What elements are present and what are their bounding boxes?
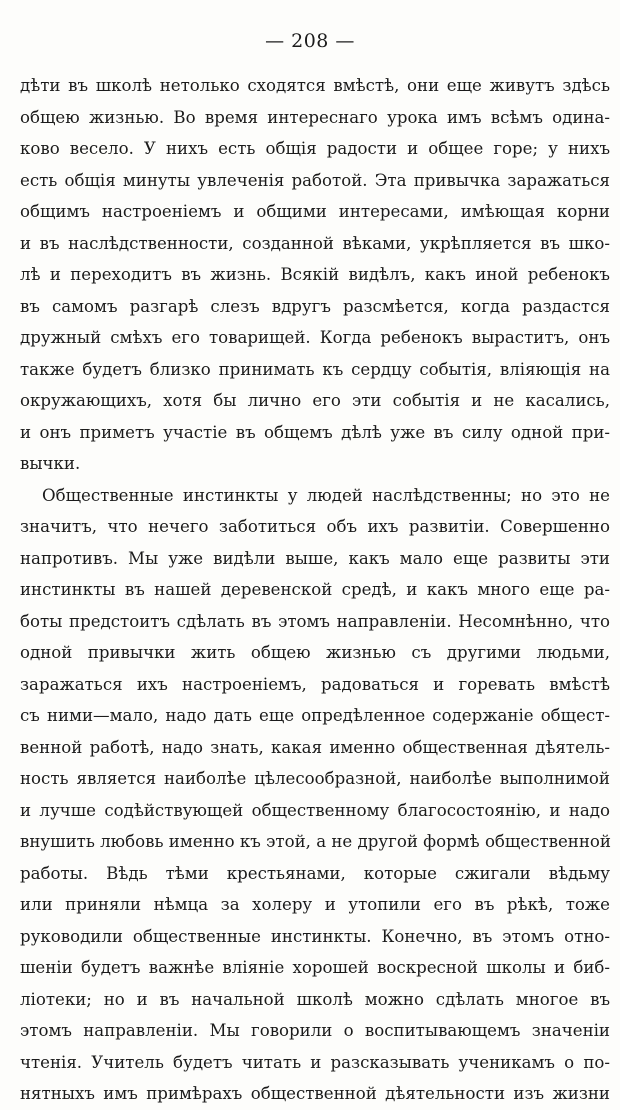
paragraph	[20, 70, 610, 480]
text-line: одной привычки жить общею жизнью съ другими людьми,	[20, 643, 610, 662]
text-line: боты предстоитъ сдѣлать въ этомъ направленіи. Несомнѣнно, что	[20, 611, 610, 631]
text-line: дружный смѣхъ его товарищей. Когда ребенокъ выраститъ, онъ	[20, 328, 610, 347]
text-line: венной работѣ, надо знать, какая именно общественная дѣятель-	[20, 737, 610, 757]
text-line: и въ наслѣдственности, созданной вѣками, укрѣпляется въ шко-	[20, 233, 610, 253]
text-line: внушить любовь именно къ этой, а не другой формѣ общественной	[20, 832, 611, 851]
text-line: въ самомъ разгарѣ слезъ вдругъ разсмѣется, когда раздастся	[20, 296, 610, 316]
text-line: напротивъ. Мы уже видѣли выше, какъ мало еще развиты эти	[20, 548, 610, 568]
text-line: лѣ и переходитъ въ жизнь. Всякій видѣлъ, какъ иной ребенокъ	[20, 265, 610, 284]
text-line: съ ними—мало, надо дать еще опредѣленное содержаніе общест-	[20, 706, 610, 725]
text-line: или приняли нѣмца за холеру и утопили его въ рѣкѣ, тоже	[20, 895, 610, 914]
text-line: окружающихъ, хотя бы лично его эти событія и не касались,	[20, 391, 610, 410]
body-text	[20, 70, 610, 1110]
text-line: и онъ приметъ участіе въ общемъ дѣлѣ уже въ силу одной при-	[20, 422, 610, 442]
text-line: руководили общественные инстинкты. Конечно, въ этомъ отно-	[20, 926, 610, 946]
text-line: также будетъ близко принимать къ сердцу событія, вліяющія на	[20, 359, 610, 379]
text-line: заражаться ихъ настроеніемъ, радоваться и горевать вмѣстѣ	[20, 674, 610, 694]
page-number: — 208 —	[265, 30, 355, 52]
paragraph	[20, 480, 610, 1110]
text-line: вычки.	[20, 454, 81, 473]
text-line: шеніи будетъ важнѣе вліяніе хорошей воскресной школы и биб-	[20, 958, 610, 977]
text-line: и лучше содѣйствующей общественному благосостоянію, и надо	[20, 800, 610, 820]
text-line: работы. Вѣдь тѣми крестьянами, которые сжигали вѣдьму	[20, 863, 610, 883]
text-line: значитъ, что нечего заботиться объ ихъ развитіи. Совершенно	[20, 517, 610, 536]
text-line: этомъ направленіи. Мы говорили о воспитывающемъ значеніи	[20, 1021, 610, 1040]
text-line: нятныхъ имъ примѣрахъ общественной дѣятельности изъ жизни	[20, 1084, 610, 1103]
text-line: общею жизнью. Во время интереснаго урока имъ всѣмъ одина-	[20, 107, 610, 127]
text-line: чтенія. Учитель будетъ читать и разсказывать ученикамъ о по-	[20, 1052, 610, 1072]
text-line: ково весело. У нихъ есть общія радости и общее горе; у нихъ	[20, 139, 610, 158]
text-line: инстинкты въ нашей деревенской средѣ, и какъ много еще ра-	[20, 580, 610, 599]
text-line: есть общія минуты увлеченія работой. Эта привычка заражаться	[20, 170, 610, 190]
text-line: Общественные инстинкты у людей наслѣдственны; но это не	[42, 485, 610, 505]
text-line: ліотеки; но и въ начальной школѣ можно сдѣлать многое въ	[20, 989, 610, 1009]
text-line: дѣти въ школѣ нетолько сходятся вмѣстѣ, они еще живутъ здѣсь	[20, 76, 610, 95]
text-line: ность является наиболѣе цѣлесообразной, наиболѣе выполнимой	[20, 769, 610, 788]
text-line: общимъ настроеніемъ и общими интересами, имѣющая корни	[20, 202, 610, 221]
